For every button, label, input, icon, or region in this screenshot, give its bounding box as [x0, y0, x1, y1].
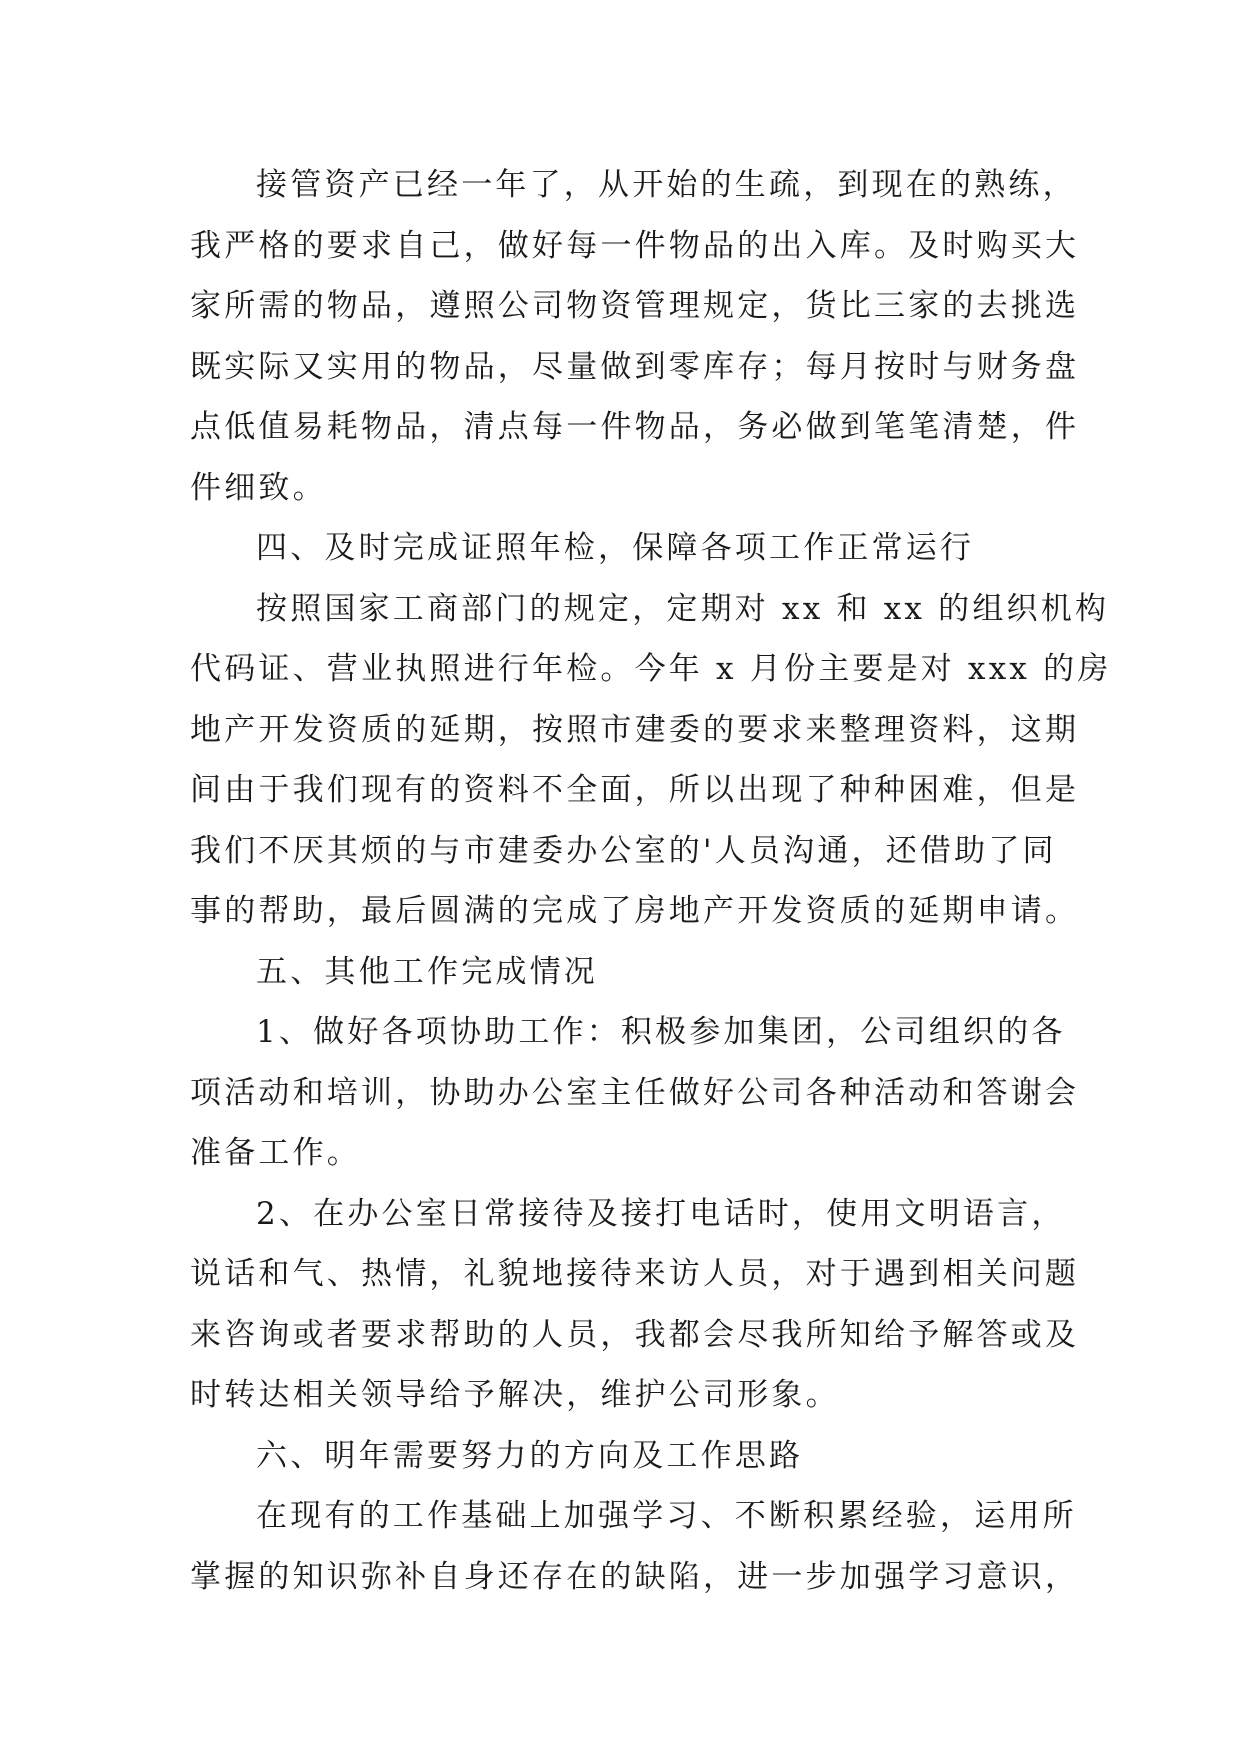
section-heading: 五、其他工作完成情况 [256, 953, 598, 990]
paragraph-line: 1、做好各项协助工作：积极参加集团，公司组织的各 [256, 1014, 1066, 1050]
paragraph-line: 我严格的要求自己，做好每一件物品的出入库。及时购买大 [190, 227, 1080, 264]
paragraph-line: 接管资产已经一年了，从开始的生疏，到现在的熟练， [256, 167, 1077, 203]
paragraph-line: 既实际又实用的物品，尽量做到零库存；每月按时与财务盘 [190, 348, 1080, 385]
paragraph-line: 家所需的物品，遵照公司物资管理规定，货比三家的去挑选 [190, 288, 1080, 324]
paragraph-line: 项活动和培训，协助办公室主任做好公司各种活动和答谢会 [190, 1074, 1080, 1111]
section-heading: 四、及时完成证照年检，保障各项工作正常运行 [256, 530, 975, 566]
paragraph-line: 2、在办公室日常接待及接打电话时，使用文明语言， [256, 1195, 1066, 1232]
document-body [190, 155, 1112, 1607]
paragraph-line: 来咨询或者要求帮助的人员，我都会尽我所知给予解答或及 [190, 1316, 1080, 1353]
paragraph-line: 准备工作。 [190, 1135, 361, 1171]
paragraph-line: 间由于我们现有的资料不全面，所以出现了种种困难，但是 [190, 772, 1080, 808]
paragraph-line: 在现有的工作基础上加强学习、不断积累经验，运用所 [256, 1498, 1077, 1534]
paragraph-line: 点低值易耗物品，清点每一件物品，务必做到笔笔清楚，件 [190, 409, 1080, 445]
section-heading: 六、明年需要努力的方向及工作思路 [256, 1437, 804, 1474]
paragraph-line: 代码证、营业执照进行年检。今年 x 月份主要是对 xxx 的房 [190, 651, 1112, 687]
paragraph-line: 件细致。 [190, 469, 327, 506]
paragraph-line: 时转达相关领导给予解决，维护公司形象。 [190, 1377, 840, 1413]
paragraph-line: 地产开发资质的延期，按照市建委的要求来整理资料，这期 [190, 711, 1080, 748]
paragraph-line: 按照国家工商部门的规定，定期对 xx 和 xx 的组织机构 [256, 590, 1110, 627]
paragraph-line: 说话和气、热情，礼貌地接待来访人员，对于遇到相关问题 [190, 1256, 1080, 1292]
paragraph-line: 我们不厌其烦的与市建委办公室的'人员沟通，还借助了同 [190, 832, 1057, 869]
paragraph-line: 掌握的知识弥补自身还存在的缺陷，进一步加强学习意识， [190, 1558, 1080, 1595]
paragraph-line: 事的帮助，最后圆满的完成了房地产开发资质的延期申请。 [190, 893, 1080, 929]
